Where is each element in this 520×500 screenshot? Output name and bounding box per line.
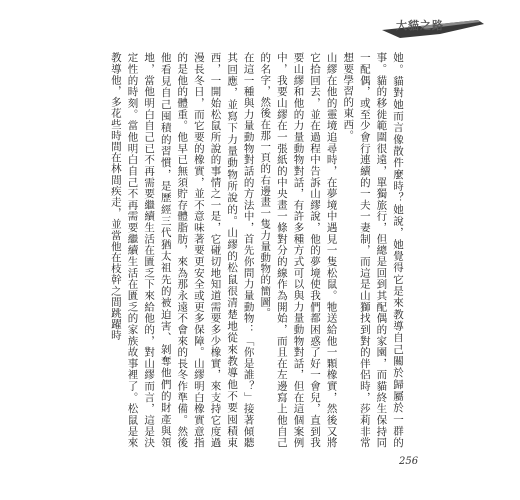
page-number: 256 bbox=[399, 456, 419, 467]
paragraph: 在這一種與力量動物對話的方法中，首先你問力量動物：「你是誰？」接著傾聽其回應，並寫下力量動物所說的。山繆的松鼠很清楚地從來教導他不要囤積東西，一開始松鼠所說的事情之一是，它碰切地知道需要多少橡實，來支持它度過漫長冬日，而它要的橡實，並不意味著要更安全或更多保障。山繆明白橡實意指的是他的體重。他早已無須貯存體脂肪，來為那永遠不會來的長冬作準備。然後他看見自己囤積的習慣，是歷經三代猶太祖先的被迫害、剝奪他們的財產與領地，當他明白自己已不再需要繼續生活在匱乏下來給他的，對山繆而言，這是決定性的時刻。當他明白自己不再需要繼續生活在匱乏的家族故事裡了。松鼠是來教導他，多花些時間在林間疾走，並當他在枝幹之間跳躍時 bbox=[109, 52, 255, 448]
paragraph: 她。貓對她而言像散件麼時？她說，她覺得它是來教導自己關於歸屬於一群的事。貓的移徙範圍很遠，單獨旅行，但總是回到其配偶的家園，而貓終生保持同一配偶，或至少會行連續的一夫一妻制，而這是山獅找到對的伴侶時，莎莉非常想要學習的東西。 bbox=[342, 52, 404, 448]
page-body-text bbox=[109, 52, 406, 448]
book-series-logo-icon bbox=[380, 12, 490, 52]
book-series-logo-text: 大貓之路 bbox=[396, 19, 444, 32]
paragraph: 山繆在他的靈境追尋時，在夢境中遇見一隻松鼠。牠送給他一顆橡實，然後又將它拾回去，並在過程中告訴山繆說，他的夢境使我們都困惑了好一會兒，直到我要山繆和他的力量動物對話，有許多種方式可以與力量動物對話，但在這個案例中，我要山繆在一張紙的中央畫一條對分的線作為開始，而且在左邊寫上他自己的名字，然後在那一頁的右邊畫一隻力量動物的簡圖。 bbox=[259, 52, 338, 448]
